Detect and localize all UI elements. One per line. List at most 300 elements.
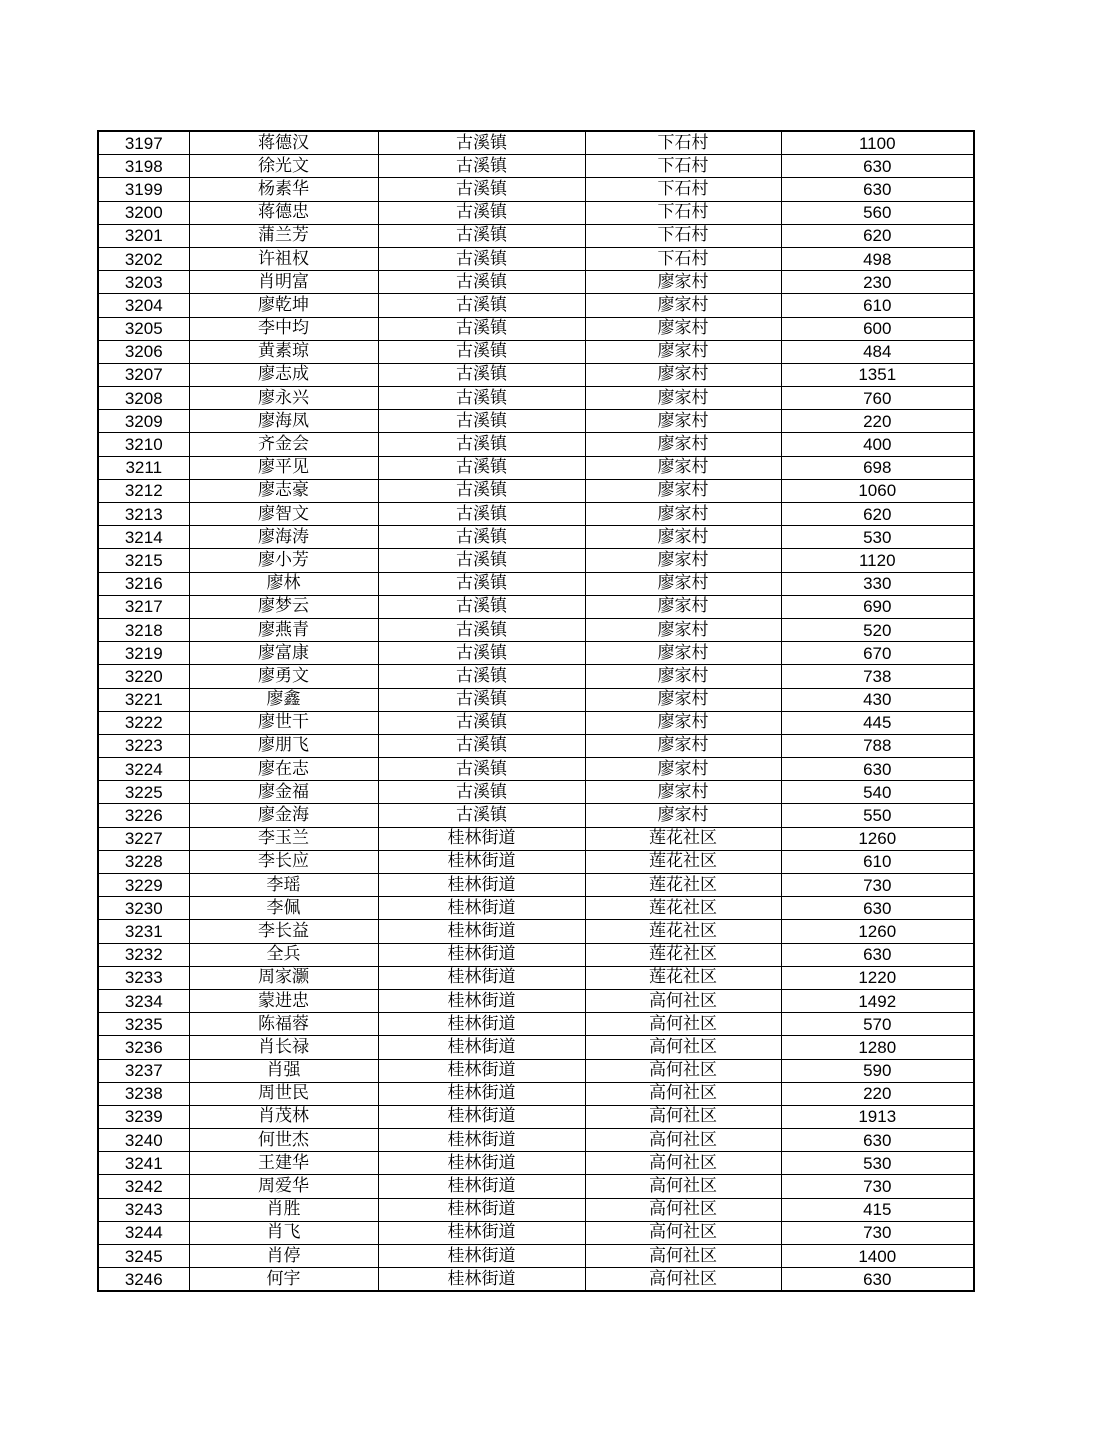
row-number-cell: 3210 xyxy=(98,433,189,456)
township-cell: 桂林街道 xyxy=(378,1129,585,1152)
name-cell: 齐金会 xyxy=(189,433,378,456)
amount-cell: 730 xyxy=(781,1221,974,1244)
table-row xyxy=(98,317,974,340)
village-cell: 莲花社区 xyxy=(585,897,781,920)
table-row xyxy=(98,966,974,989)
township-cell: 古溪镇 xyxy=(378,758,585,781)
table-row xyxy=(98,595,974,618)
row-number-cell: 3212 xyxy=(98,479,189,502)
amount-cell: 560 xyxy=(781,201,974,224)
village-cell: 廖家村 xyxy=(585,410,781,433)
table-row xyxy=(98,572,974,595)
row-number-cell: 3222 xyxy=(98,711,189,734)
amount-cell: 330 xyxy=(781,572,974,595)
name-cell: 廖永兴 xyxy=(189,387,378,410)
amount-cell: 630 xyxy=(781,1268,974,1292)
table-row xyxy=(98,271,974,294)
row-number-cell: 3239 xyxy=(98,1105,189,1128)
table-row xyxy=(98,874,974,897)
name-cell: 李中均 xyxy=(189,317,378,340)
row-number-cell: 3246 xyxy=(98,1268,189,1292)
name-cell: 廖林 xyxy=(189,572,378,595)
village-cell: 下石村 xyxy=(585,247,781,270)
village-cell: 廖家村 xyxy=(585,363,781,386)
village-cell: 廖家村 xyxy=(585,456,781,479)
township-cell: 古溪镇 xyxy=(378,178,585,201)
village-cell: 莲花社区 xyxy=(585,850,781,873)
table-row xyxy=(98,479,974,502)
township-cell: 古溪镇 xyxy=(378,363,585,386)
name-cell: 廖燕青 xyxy=(189,618,378,641)
amount-cell: 220 xyxy=(781,410,974,433)
table-row xyxy=(98,804,974,827)
township-cell: 古溪镇 xyxy=(378,387,585,410)
table-row xyxy=(98,549,974,572)
village-cell: 高何社区 xyxy=(585,1221,781,1244)
row-number-cell: 3207 xyxy=(98,363,189,386)
village-cell: 高何社区 xyxy=(585,1082,781,1105)
row-number-cell: 3217 xyxy=(98,595,189,618)
table-row xyxy=(98,850,974,873)
village-cell: 莲花社区 xyxy=(585,827,781,850)
village-cell: 廖家村 xyxy=(585,549,781,572)
name-cell: 廖在志 xyxy=(189,758,378,781)
row-number-cell: 3215 xyxy=(98,549,189,572)
township-cell: 桂林街道 xyxy=(378,1268,585,1292)
name-cell: 肖茂林 xyxy=(189,1105,378,1128)
table-row xyxy=(98,920,974,943)
amount-cell: 738 xyxy=(781,665,974,688)
village-cell: 下石村 xyxy=(585,178,781,201)
name-cell: 李玉兰 xyxy=(189,827,378,850)
table-row xyxy=(98,1105,974,1128)
table-row xyxy=(98,1036,974,1059)
name-cell: 蒲兰芳 xyxy=(189,224,378,247)
township-cell: 古溪镇 xyxy=(378,804,585,827)
name-cell: 廖志成 xyxy=(189,363,378,386)
row-number-cell: 3214 xyxy=(98,526,189,549)
table-row xyxy=(98,688,974,711)
village-cell: 廖家村 xyxy=(585,781,781,804)
amount-cell: 1492 xyxy=(781,989,974,1012)
township-cell: 古溪镇 xyxy=(378,410,585,433)
township-cell: 古溪镇 xyxy=(378,781,585,804)
village-cell: 廖家村 xyxy=(585,340,781,363)
row-number-cell: 3211 xyxy=(98,456,189,479)
township-cell: 古溪镇 xyxy=(378,572,585,595)
row-number-cell: 3229 xyxy=(98,874,189,897)
table-row xyxy=(98,1059,974,1082)
amount-cell: 540 xyxy=(781,781,974,804)
amount-cell: 1220 xyxy=(781,966,974,989)
amount-cell: 550 xyxy=(781,804,974,827)
village-cell: 廖家村 xyxy=(585,618,781,641)
township-cell: 古溪镇 xyxy=(378,433,585,456)
row-number-cell: 3227 xyxy=(98,827,189,850)
table-row xyxy=(98,1082,974,1105)
village-cell: 高何社区 xyxy=(585,1105,781,1128)
township-cell: 古溪镇 xyxy=(378,526,585,549)
table-row xyxy=(98,1268,974,1292)
name-cell: 何世杰 xyxy=(189,1129,378,1152)
row-number-cell: 3221 xyxy=(98,688,189,711)
table-row xyxy=(98,201,974,224)
village-cell: 高何社区 xyxy=(585,1013,781,1036)
name-cell: 肖强 xyxy=(189,1059,378,1082)
amount-cell: 730 xyxy=(781,874,974,897)
table-row xyxy=(98,943,974,966)
row-number-cell: 3226 xyxy=(98,804,189,827)
name-cell: 杨素华 xyxy=(189,178,378,201)
township-cell: 桂林街道 xyxy=(378,943,585,966)
table-row xyxy=(98,758,974,781)
amount-cell: 630 xyxy=(781,178,974,201)
township-cell: 古溪镇 xyxy=(378,479,585,502)
amount-cell: 670 xyxy=(781,642,974,665)
row-number-cell: 3225 xyxy=(98,781,189,804)
row-number-cell: 3236 xyxy=(98,1036,189,1059)
amount-cell: 600 xyxy=(781,317,974,340)
village-cell: 高何社区 xyxy=(585,1175,781,1198)
village-cell: 廖家村 xyxy=(585,758,781,781)
name-cell: 李佩 xyxy=(189,897,378,920)
township-cell: 桂林街道 xyxy=(378,1152,585,1175)
amount-cell: 730 xyxy=(781,1175,974,1198)
amount-cell: 520 xyxy=(781,618,974,641)
row-number-cell: 3230 xyxy=(98,897,189,920)
township-cell: 古溪镇 xyxy=(378,688,585,711)
name-cell: 周世民 xyxy=(189,1082,378,1105)
row-number-cell: 3223 xyxy=(98,734,189,757)
amount-cell: 1260 xyxy=(781,827,974,850)
row-number-cell: 3204 xyxy=(98,294,189,317)
name-cell: 廖梦云 xyxy=(189,595,378,618)
township-cell: 古溪镇 xyxy=(378,503,585,526)
row-number-cell: 3235 xyxy=(98,1013,189,1036)
table-row xyxy=(98,1221,974,1244)
table-row xyxy=(98,665,974,688)
township-cell: 古溪镇 xyxy=(378,224,585,247)
row-number-cell: 3218 xyxy=(98,618,189,641)
township-cell: 古溪镇 xyxy=(378,734,585,757)
row-number-cell: 3202 xyxy=(98,247,189,270)
name-cell: 何宇 xyxy=(189,1268,378,1292)
name-cell: 廖金海 xyxy=(189,804,378,827)
name-cell: 蒋德汉 xyxy=(189,131,378,155)
name-cell: 肖胜 xyxy=(189,1198,378,1221)
table-row xyxy=(98,897,974,920)
row-number-cell: 3208 xyxy=(98,387,189,410)
amount-cell: 620 xyxy=(781,224,974,247)
township-cell: 桂林街道 xyxy=(378,1221,585,1244)
village-cell: 莲花社区 xyxy=(585,920,781,943)
township-cell: 古溪镇 xyxy=(378,456,585,479)
village-cell: 莲花社区 xyxy=(585,966,781,989)
village-cell: 廖家村 xyxy=(585,711,781,734)
village-cell: 廖家村 xyxy=(585,526,781,549)
amount-cell: 630 xyxy=(781,155,974,178)
village-cell: 下石村 xyxy=(585,155,781,178)
amount-cell: 530 xyxy=(781,526,974,549)
table-row xyxy=(98,503,974,526)
amount-cell: 1913 xyxy=(781,1105,974,1128)
township-cell: 古溪镇 xyxy=(378,131,585,155)
name-cell: 廖金福 xyxy=(189,781,378,804)
amount-cell: 698 xyxy=(781,456,974,479)
amount-cell: 1060 xyxy=(781,479,974,502)
row-number-cell: 3216 xyxy=(98,572,189,595)
township-cell: 桂林街道 xyxy=(378,850,585,873)
row-number-cell: 3244 xyxy=(98,1221,189,1244)
township-cell: 古溪镇 xyxy=(378,618,585,641)
amount-cell: 590 xyxy=(781,1059,974,1082)
village-cell: 廖家村 xyxy=(585,595,781,618)
table-row xyxy=(98,1013,974,1036)
name-cell: 廖平见 xyxy=(189,456,378,479)
township-cell: 古溪镇 xyxy=(378,294,585,317)
amount-cell: 610 xyxy=(781,294,974,317)
village-cell: 廖家村 xyxy=(585,572,781,595)
table-row xyxy=(98,642,974,665)
village-cell: 高何社区 xyxy=(585,1268,781,1292)
row-number-cell: 3219 xyxy=(98,642,189,665)
amount-cell: 498 xyxy=(781,247,974,270)
name-cell: 廖鑫 xyxy=(189,688,378,711)
township-cell: 桂林街道 xyxy=(378,897,585,920)
village-cell: 廖家村 xyxy=(585,433,781,456)
village-cell: 莲花社区 xyxy=(585,943,781,966)
name-cell: 王建华 xyxy=(189,1152,378,1175)
village-cell: 高何社区 xyxy=(585,1036,781,1059)
table-row xyxy=(98,734,974,757)
name-cell: 廖勇文 xyxy=(189,665,378,688)
amount-cell: 445 xyxy=(781,711,974,734)
township-cell: 桂林街道 xyxy=(378,1082,585,1105)
name-cell: 廖海涛 xyxy=(189,526,378,549)
name-cell: 蒙进忠 xyxy=(189,989,378,1012)
name-cell: 陈福蓉 xyxy=(189,1013,378,1036)
name-cell: 廖世干 xyxy=(189,711,378,734)
name-cell: 李瑶 xyxy=(189,874,378,897)
row-number-cell: 3203 xyxy=(98,271,189,294)
row-number-cell: 3220 xyxy=(98,665,189,688)
amount-cell: 1400 xyxy=(781,1245,974,1268)
name-cell: 廖乾坤 xyxy=(189,294,378,317)
name-cell: 周爱华 xyxy=(189,1175,378,1198)
table-row xyxy=(98,410,974,433)
village-cell: 高何社区 xyxy=(585,1245,781,1268)
row-number-cell: 3205 xyxy=(98,317,189,340)
township-cell: 古溪镇 xyxy=(378,271,585,294)
township-cell: 古溪镇 xyxy=(378,549,585,572)
amount-cell: 690 xyxy=(781,595,974,618)
amount-cell: 630 xyxy=(781,943,974,966)
name-cell: 廖朋飞 xyxy=(189,734,378,757)
township-cell: 古溪镇 xyxy=(378,595,585,618)
township-cell: 古溪镇 xyxy=(378,665,585,688)
row-number-cell: 3233 xyxy=(98,966,189,989)
table-row xyxy=(98,433,974,456)
name-cell: 许祖权 xyxy=(189,247,378,270)
amount-cell: 220 xyxy=(781,1082,974,1105)
amount-cell: 788 xyxy=(781,734,974,757)
village-cell: 下石村 xyxy=(585,224,781,247)
table-row xyxy=(98,294,974,317)
village-cell: 廖家村 xyxy=(585,642,781,665)
amount-cell: 1120 xyxy=(781,549,974,572)
township-cell: 桂林街道 xyxy=(378,1036,585,1059)
table-row xyxy=(98,224,974,247)
township-cell: 桂林街道 xyxy=(378,1198,585,1221)
row-number-cell: 3240 xyxy=(98,1129,189,1152)
village-cell: 廖家村 xyxy=(585,804,781,827)
amount-cell: 1351 xyxy=(781,363,974,386)
amount-cell: 630 xyxy=(781,897,974,920)
township-cell: 桂林街道 xyxy=(378,989,585,1012)
name-cell: 廖小芳 xyxy=(189,549,378,572)
row-number-cell: 3197 xyxy=(98,131,189,155)
table-body xyxy=(98,131,974,1291)
table-row xyxy=(98,1245,974,1268)
township-cell: 桂林街道 xyxy=(378,1013,585,1036)
table-row xyxy=(98,1198,974,1221)
village-cell: 高何社区 xyxy=(585,1059,781,1082)
name-cell: 肖飞 xyxy=(189,1221,378,1244)
township-cell: 桂林街道 xyxy=(378,1105,585,1128)
amount-cell: 1260 xyxy=(781,920,974,943)
township-cell: 桂林街道 xyxy=(378,874,585,897)
row-number-cell: 3198 xyxy=(98,155,189,178)
village-cell: 廖家村 xyxy=(585,317,781,340)
township-cell: 古溪镇 xyxy=(378,201,585,224)
village-cell: 下石村 xyxy=(585,201,781,224)
name-cell: 廖志豪 xyxy=(189,479,378,502)
name-cell: 全兵 xyxy=(189,943,378,966)
township-cell: 古溪镇 xyxy=(378,317,585,340)
township-cell: 桂林街道 xyxy=(378,920,585,943)
table-row xyxy=(98,711,974,734)
name-cell: 肖长禄 xyxy=(189,1036,378,1059)
name-cell: 肖停 xyxy=(189,1245,378,1268)
village-cell: 高何社区 xyxy=(585,1129,781,1152)
name-cell: 李长益 xyxy=(189,920,378,943)
name-cell: 李长应 xyxy=(189,850,378,873)
table-row xyxy=(98,155,974,178)
data-table xyxy=(97,130,975,1292)
name-cell: 廖海凤 xyxy=(189,410,378,433)
township-cell: 古溪镇 xyxy=(378,340,585,363)
village-cell: 高何社区 xyxy=(585,1198,781,1221)
row-number-cell: 3243 xyxy=(98,1198,189,1221)
table-row xyxy=(98,387,974,410)
table-row xyxy=(98,178,974,201)
table-row xyxy=(98,1152,974,1175)
row-number-cell: 3228 xyxy=(98,850,189,873)
amount-cell: 415 xyxy=(781,1198,974,1221)
township-cell: 桂林街道 xyxy=(378,1175,585,1198)
village-cell: 廖家村 xyxy=(585,665,781,688)
table-row xyxy=(98,363,974,386)
row-number-cell: 3213 xyxy=(98,503,189,526)
row-number-cell: 3201 xyxy=(98,224,189,247)
amount-cell: 230 xyxy=(781,271,974,294)
row-number-cell: 3234 xyxy=(98,989,189,1012)
table-row xyxy=(98,247,974,270)
row-number-cell: 3231 xyxy=(98,920,189,943)
table-row xyxy=(98,526,974,549)
row-number-cell: 3245 xyxy=(98,1245,189,1268)
amount-cell: 630 xyxy=(781,758,974,781)
amount-cell: 484 xyxy=(781,340,974,363)
village-cell: 廖家村 xyxy=(585,294,781,317)
township-cell: 桂林街道 xyxy=(378,1059,585,1082)
row-number-cell: 3199 xyxy=(98,178,189,201)
township-cell: 桂林街道 xyxy=(378,1245,585,1268)
township-cell: 古溪镇 xyxy=(378,247,585,270)
table-row xyxy=(98,989,974,1012)
table-row xyxy=(98,781,974,804)
row-number-cell: 3237 xyxy=(98,1059,189,1082)
table-row xyxy=(98,1129,974,1152)
village-cell: 廖家村 xyxy=(585,271,781,294)
amount-cell: 760 xyxy=(781,387,974,410)
amount-cell: 1100 xyxy=(781,131,974,155)
table-row xyxy=(98,131,974,155)
amount-cell: 1280 xyxy=(781,1036,974,1059)
township-cell: 古溪镇 xyxy=(378,711,585,734)
row-number-cell: 3241 xyxy=(98,1152,189,1175)
amount-cell: 530 xyxy=(781,1152,974,1175)
village-cell: 廖家村 xyxy=(585,387,781,410)
village-cell: 廖家村 xyxy=(585,688,781,711)
row-number-cell: 3206 xyxy=(98,340,189,363)
village-cell: 廖家村 xyxy=(585,734,781,757)
amount-cell: 620 xyxy=(781,503,974,526)
row-number-cell: 3200 xyxy=(98,201,189,224)
name-cell: 徐光文 xyxy=(189,155,378,178)
table-row xyxy=(98,340,974,363)
township-cell: 桂林街道 xyxy=(378,966,585,989)
name-cell: 蒋德忠 xyxy=(189,201,378,224)
row-number-cell: 3242 xyxy=(98,1175,189,1198)
amount-cell: 400 xyxy=(781,433,974,456)
row-number-cell: 3209 xyxy=(98,410,189,433)
amount-cell: 610 xyxy=(781,850,974,873)
village-cell: 高何社区 xyxy=(585,1152,781,1175)
village-cell: 廖家村 xyxy=(585,479,781,502)
township-cell: 桂林街道 xyxy=(378,827,585,850)
name-cell: 周家灏 xyxy=(189,966,378,989)
village-cell: 高何社区 xyxy=(585,989,781,1012)
name-cell: 黄素琼 xyxy=(189,340,378,363)
village-cell: 廖家村 xyxy=(585,503,781,526)
name-cell: 廖智文 xyxy=(189,503,378,526)
amount-cell: 570 xyxy=(781,1013,974,1036)
name-cell: 肖明富 xyxy=(189,271,378,294)
township-cell: 古溪镇 xyxy=(378,155,585,178)
village-cell: 莲花社区 xyxy=(585,874,781,897)
village-cell: 下石村 xyxy=(585,131,781,155)
township-cell: 古溪镇 xyxy=(378,642,585,665)
row-number-cell: 3224 xyxy=(98,758,189,781)
amount-cell: 630 xyxy=(781,1129,974,1152)
row-number-cell: 3238 xyxy=(98,1082,189,1105)
table-row xyxy=(98,1175,974,1198)
amount-cell: 430 xyxy=(781,688,974,711)
table-row xyxy=(98,827,974,850)
table-row xyxy=(98,618,974,641)
table-row xyxy=(98,456,974,479)
